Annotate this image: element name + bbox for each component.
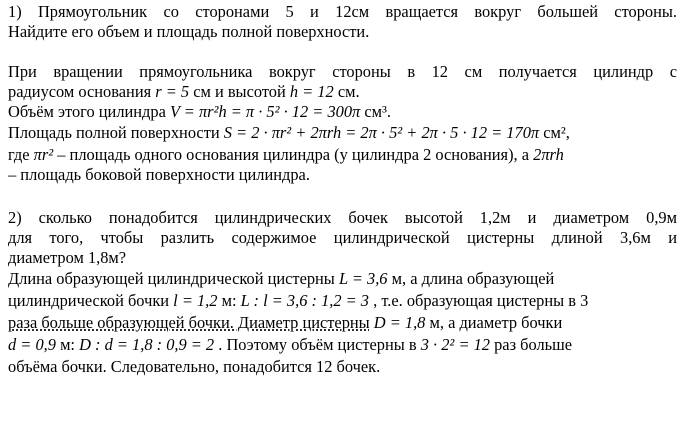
text-segment: . Поэтому объём цистерны в: [218, 335, 417, 354]
text-segment: , т.е. образующая цистерны в 3: [373, 291, 589, 310]
text-segment: – площадь одного основания цилиндра (у цилиндра 2 основания), а: [57, 145, 530, 164]
text-segment: цилиндрической бочки: [8, 291, 170, 310]
barrel-length-formula: l = 1,2: [173, 291, 218, 310]
height-formula: h = 12: [289, 82, 334, 101]
barrel-diameter-formula: d = 0,9: [8, 335, 56, 354]
task1-title-line-1: 1) Прямоугольник со сторонами 5 и 12см вращается вокруг большей стороны.: [8, 2, 677, 21]
tank-length-formula: L = 3,6: [338, 269, 388, 288]
task2-solution-line-1: [8, 269, 677, 289]
volume-ratio-formula: 3 · 2² = 12: [420, 335, 490, 354]
task2-title-line-2: для того, чтобы разлить содержимое цилиндрической цистерны длиной 3,6м и: [8, 228, 677, 247]
text-segment: м, а длина образующей: [391, 269, 555, 288]
diameter-ratio-formula: D : d = 1,8 : 0,9 = 2: [79, 335, 215, 354]
length-ratio-formula: L : l = 3,6 : 1,2 = 3: [240, 291, 370, 310]
task1-solution-line-5: [8, 145, 677, 165]
text-segment: где: [8, 145, 30, 164]
text-segment: см и высотой: [193, 82, 286, 101]
text-segment: Объём этого цилиндра: [8, 102, 166, 121]
task1-solution-line-1: При вращении прямоугольника вокруг стороны в 12 см получается цилиндр с: [8, 62, 677, 81]
text-segment: м:: [60, 335, 75, 354]
task1-solution-line-6: – площадь боковой поверхности цилиндра.: [8, 165, 310, 184]
volume-formula: V = πr²h = π · 5² · 12 = 300π: [169, 102, 361, 121]
task2-solution-line-5: объёма бочки. Следовательно, понадобится 12 бочек.: [8, 357, 381, 376]
text-segment: м, а диаметр бочки: [429, 313, 563, 332]
text-segment: радиусом основания: [8, 82, 152, 101]
text-segment: м:: [221, 291, 237, 310]
task1-solution-line-3: [8, 102, 677, 122]
tank-diameter-formula: D = 1,8: [373, 313, 426, 332]
task1-title-line-2: Найдите его объем и площадь полной поверхности.: [8, 22, 370, 41]
task2-solution-line-2: [8, 291, 677, 311]
text-segment: см²,: [543, 123, 570, 142]
task2-solution-line-3: [8, 313, 677, 333]
text-segment: см³.: [364, 102, 392, 121]
task1-solution-line-4: [8, 123, 677, 143]
text-segment: раза больше образующей бочки. Диаметр цистерны: [8, 313, 370, 332]
text-segment: раз больше: [494, 335, 573, 354]
text-segment: Длина образующей цилиндрической цистерны: [8, 269, 335, 288]
text-segment: см.: [337, 82, 360, 101]
lateral-area-formula: 2πrh: [533, 145, 564, 164]
radius-formula: r = 5: [155, 82, 190, 101]
task2-title-line-3: диаметром 1,8м?: [8, 248, 127, 267]
task2-title-line-1: 2) сколько понадобится цилиндрических бочек высотой 1,2м и диаметром 0,9м: [8, 208, 677, 227]
text-segment: Площадь полной поверхности: [8, 123, 220, 142]
surface-area-formula: S = 2 · πr² + 2πrh = 2π · 5² + 2π · 5 · 12 = 170π: [223, 123, 540, 142]
task1-solution-line-2: [8, 82, 677, 102]
base-area-formula: πr²: [33, 145, 54, 164]
task2-solution-line-4: [8, 335, 677, 355]
